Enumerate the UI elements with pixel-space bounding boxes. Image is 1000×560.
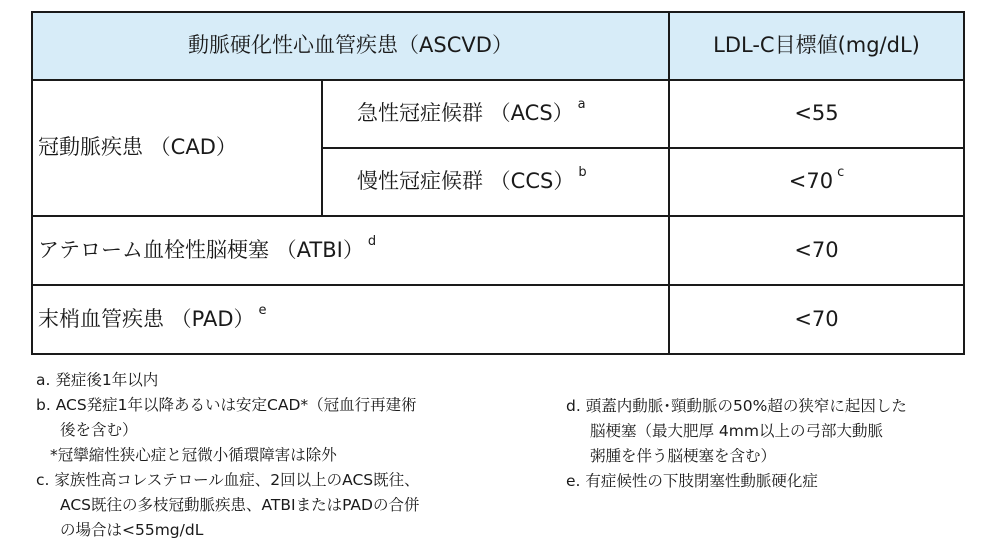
footnotes-left — [36, 368, 516, 543]
acs-label: 急性冠症候群 （ACS） — [357, 101, 574, 126]
pad-value: <70 — [669, 285, 964, 354]
cad-label: 冠動脈疾患 （CAD） — [32, 80, 322, 216]
ccs-value-cell — [669, 148, 964, 216]
acs-value: <55 — [669, 80, 964, 148]
atbi-value: <70 — [669, 216, 964, 285]
header-ldl-target: LDL-C目標値(mg/dL) — [669, 12, 964, 80]
ldl-target-table — [31, 11, 965, 355]
footnote-b-line2: 後を含む） — [60, 421, 138, 439]
ccs-cell — [322, 148, 669, 216]
footnote-d-line3: 粥腫を伴う脳梗塞を含む） — [590, 447, 777, 465]
footnote-b-line1: b. ACS発症1年以降あるいは安定CAD*（冠血行再建術 — [36, 396, 417, 414]
atbi-label: アテローム血栓性脳梗塞 （ATBI） — [38, 237, 364, 262]
footnote-b-star: *冠攣縮性狭心症と冠微小循環障害は除外 — [50, 446, 337, 464]
footnote-c-line2: ACS既往の多枝冠動脈疾患、ATBIまたはPADの合併 — [60, 496, 420, 514]
table-row — [32, 216, 964, 285]
footnote-d-line2: 脳梗塞（最大肥厚 4mm以上の弓部大動脈 — [590, 422, 883, 440]
footnote-d-line1: d. 頭蓋内動脈･頸動脈の50%超の狭窄に起因した — [566, 397, 907, 415]
footnote-a — [36, 368, 516, 393]
acs-cell — [322, 80, 669, 148]
pad-label: 末梢血管疾患 （PAD） — [38, 306, 255, 331]
footnote-c — [36, 468, 516, 543]
ccs-value-footnote-mark: c — [837, 165, 845, 181]
acs-footnote-mark: a — [577, 97, 586, 113]
footnote-e-text: e. 有症候性の下肢閉塞性動脈硬化症 — [566, 472, 818, 490]
footnotes-right — [566, 394, 986, 494]
footnote-b — [36, 393, 516, 468]
ccs-value: <70 — [788, 169, 834, 194]
ccs-label: 慢性冠症候群 （CCS） — [357, 169, 575, 194]
footnote-e — [566, 469, 986, 494]
footnote-c-line1: c. 家族性高コレステロール血症、2回以上のACS既往、 — [36, 471, 420, 489]
atbi-footnote-mark: d — [367, 233, 377, 249]
header-ascvd: 動脈硬化性心血管疾患（ASCVD） — [32, 12, 669, 80]
ccs-footnote-mark: b — [578, 165, 587, 181]
pad-cell — [32, 285, 669, 354]
atbi-cell — [32, 216, 669, 285]
table-row — [32, 80, 964, 148]
table-row — [32, 285, 964, 354]
footnote-d — [566, 394, 986, 469]
footnote-a-text: a. 発症後1年以内 — [36, 371, 159, 389]
pad-footnote-mark: e — [258, 302, 267, 318]
footnote-c-line3: の場合は<55mg/dL — [60, 521, 204, 539]
table-header-row — [32, 12, 964, 80]
